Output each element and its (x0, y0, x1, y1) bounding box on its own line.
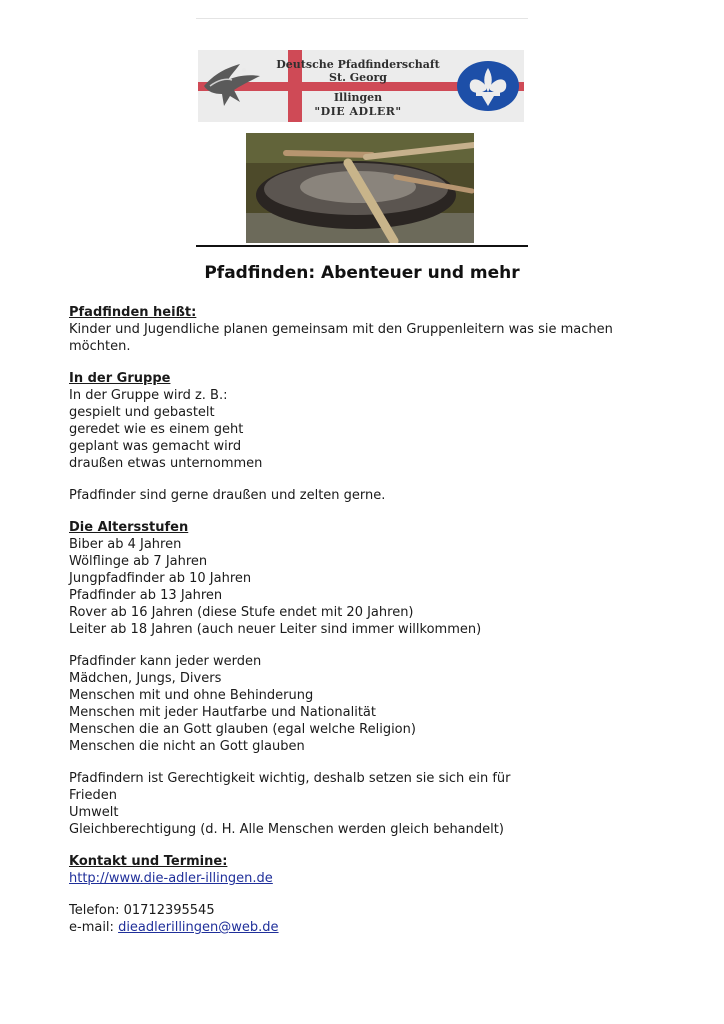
top-divider (196, 18, 528, 19)
everyone-line: Menschen mit und ohne Behinderung (69, 688, 314, 703)
everyone-line: Mädchen, Jungs, Divers (69, 671, 222, 686)
campfire-photo (246, 133, 474, 243)
banner-line-group-name: "DIE ADLER" (314, 105, 402, 118)
email-label: e-mail: (69, 920, 119, 935)
title-divider (196, 245, 528, 247)
justice-line: Pfadfindern ist Gerechtigkeit wichtig, deshalb setzen sie sich ein für (69, 771, 511, 786)
banner-line-organization: Deutsche Pfadfinderschaft (276, 58, 440, 71)
group-heading: In der Gruppe (69, 371, 171, 386)
website-link[interactable]: http://www.die-adler-illingen.de (69, 871, 273, 886)
age-level-line: Wölflinge ab 7 Jahren (69, 554, 208, 569)
email-link[interactable]: dieadlerillingen@web.de (118, 920, 279, 935)
group-line: In der Gruppe wird z. B.: (69, 388, 228, 403)
age-level-line: Rover ab 16 Jahren (diese Stufe endet mit 20 Jahren) (69, 605, 414, 620)
group-line: draußen etwas unternommen (69, 456, 263, 471)
justice-line: Umwelt (69, 805, 119, 820)
age-level-line: Jungpfadfinder ab 10 Jahren (69, 571, 252, 586)
flyer-content (69, 304, 669, 936)
age-level-line: Biber ab 4 Jahren (69, 537, 182, 552)
everyone-line: Menschen die an Gott glauben (egal welche Religion) (69, 722, 416, 737)
everyone-line: Menschen mit jeder Hautfarbe und Nationalität (69, 705, 376, 720)
group-line: geplant was gemacht wird (69, 439, 242, 454)
age-level-line: Pfadfinder ab 13 Jahren (69, 588, 223, 603)
justice-line: Frieden (69, 788, 117, 803)
contact-heading: Kontakt und Termine: (69, 854, 228, 869)
justice-line: Gleichberechtigung (d. H. Alle Menschen werden gleich behandelt) (69, 822, 504, 837)
banner-line-town: Illingen (333, 91, 383, 104)
group-line: geredet wie es einem geht (69, 422, 244, 437)
banner-line-st-georg: St. Georg (329, 71, 387, 84)
intro-heading: Pfadfinden heißt: (69, 305, 197, 320)
phone-number: Telefon: 01712395545 (69, 903, 215, 918)
page-title: Pfadfinden: Abenteuer und mehr (204, 263, 520, 283)
age-level-line: Leiter ab 18 Jahren (auch neuer Leiter sind immer willkommen) (69, 622, 482, 637)
intro-text: Kinder und Jugendliche planen gemeinsam mit den Gruppenleitern was sie machen möchten. (69, 322, 613, 354)
everyone-line: Pfadfinder kann jeder werden (69, 654, 262, 669)
group-line: gespielt und gebastelt (69, 405, 215, 420)
scouts-banner (198, 50, 524, 122)
everyone-line: Menschen die nicht an Gott glauben (69, 739, 305, 754)
lily-icon (456, 60, 520, 112)
ages-heading: Die Altersstufen (69, 520, 189, 535)
outdoor-text: Pfadfinder sind gerne draußen und zelten gerne. (69, 488, 386, 503)
